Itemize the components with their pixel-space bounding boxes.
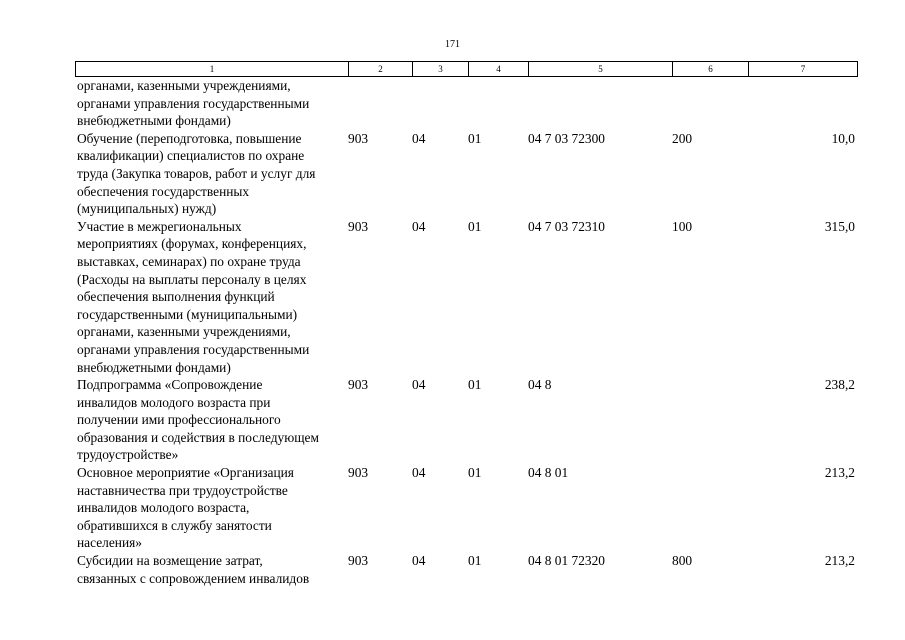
table-row bbox=[75, 464, 857, 552]
ministry-code bbox=[348, 77, 412, 130]
section-code: 04 bbox=[412, 218, 426, 234]
ministry-code: 903 bbox=[348, 553, 369, 569]
page-number: 171 bbox=[445, 39, 460, 50]
row-name bbox=[75, 130, 348, 218]
row-name-line: Участие в межрегиональных bbox=[77, 218, 242, 234]
row-name-line: трудоустройстве» bbox=[77, 447, 179, 463]
target-article-code: 04 7 03 72310 bbox=[528, 218, 605, 234]
row-name-line: органами, казенными учреждениями, bbox=[77, 78, 291, 93]
header-col-6: 6 bbox=[673, 62, 749, 77]
section-code: 04 bbox=[412, 465, 426, 481]
row-name-line: Основное мероприятие «Организация bbox=[77, 465, 294, 481]
table-row bbox=[75, 376, 857, 464]
header-col-7: 7 bbox=[749, 62, 858, 77]
row-name-line: населения» bbox=[77, 535, 142, 551]
row-name-line: инвалидов молодого возраста при bbox=[77, 394, 271, 410]
subsection-code: 01 bbox=[468, 377, 482, 393]
row-name-line: (муниципальных) нужд) bbox=[77, 201, 217, 217]
row-name bbox=[75, 218, 348, 376]
row-name-line: внебюджетными фондами) bbox=[77, 113, 231, 129]
row-name-line: Обучение (переподготовка, повышение bbox=[77, 130, 302, 146]
row-name-line: обеспечения выполнения функций bbox=[77, 289, 275, 305]
section-code: 04 bbox=[412, 377, 426, 393]
target-article-code: 04 8 bbox=[528, 377, 552, 393]
row-name-line: выставках, семинарах) по охране труда bbox=[77, 253, 301, 269]
subsection-code bbox=[468, 77, 528, 130]
ministry-code: 903 bbox=[348, 218, 369, 234]
row-name-line: труда (Закупка товаров, работ и услуг для bbox=[77, 165, 316, 181]
header-col-3: 3 bbox=[413, 62, 469, 77]
column-number-header bbox=[75, 61, 858, 77]
expense-type-code: 800 bbox=[672, 553, 693, 569]
row-name-line: органами, казенными учреждениями, bbox=[77, 324, 291, 340]
section-code: 04 bbox=[412, 553, 426, 569]
header-col-2: 2 bbox=[349, 62, 413, 77]
row-name-line: получении ими профессионального bbox=[77, 412, 281, 428]
row-name-line: мероприятиях (форумах, конференциях, bbox=[77, 236, 307, 252]
expense-type-code bbox=[672, 376, 748, 464]
row-name-line: обеспечения государственных bbox=[77, 183, 250, 199]
row-name-line: инвалидов молодого возраста, bbox=[77, 500, 250, 516]
row-name-line: органами управления государственными bbox=[77, 95, 310, 111]
subsection-code: 01 bbox=[468, 465, 482, 481]
row-name-line: (Расходы на выплаты персоналу в целях bbox=[77, 271, 307, 287]
row-name-line: квалификации) специалистов по охране bbox=[77, 148, 305, 164]
amount-value: 213,2 bbox=[824, 553, 855, 569]
header-col-1: 1 bbox=[76, 62, 349, 77]
subsection-code: 01 bbox=[468, 130, 482, 146]
expense-type-code: 200 bbox=[672, 130, 693, 146]
expense-type-code: 100 bbox=[672, 218, 693, 234]
row-name-line: наставничества при трудоустройстве bbox=[77, 482, 288, 498]
row-name-line: связанных с сопровождением инвалидов bbox=[77, 570, 310, 586]
section-code bbox=[412, 77, 468, 130]
row-name-line: внебюджетными фондами) bbox=[77, 359, 231, 375]
table-row bbox=[75, 77, 857, 130]
target-article-code: 04 8 01 bbox=[528, 465, 569, 481]
amount-value bbox=[748, 77, 857, 130]
row-name-line: органами управления государственными bbox=[77, 341, 310, 357]
row-name-line: Подпрограмма «Сопровождение bbox=[77, 377, 263, 393]
amount-value: 315,0 bbox=[824, 218, 855, 234]
section-code: 04 bbox=[412, 130, 426, 146]
target-article-code bbox=[528, 77, 672, 130]
header-col-5: 5 bbox=[529, 62, 673, 77]
amount-value: 10,0 bbox=[831, 130, 855, 146]
expense-type-code bbox=[672, 464, 748, 552]
target-article-code: 04 7 03 72300 bbox=[528, 130, 605, 146]
row-name-line: государственными (муниципальными) bbox=[77, 306, 298, 322]
table-row bbox=[75, 130, 857, 218]
ministry-code: 903 bbox=[348, 377, 369, 393]
row-name-line: обратившихся в службу занятости bbox=[77, 517, 272, 533]
table-row bbox=[75, 552, 857, 587]
ministry-code: 903 bbox=[348, 465, 369, 481]
subsection-code: 01 bbox=[468, 553, 482, 569]
ministry-code: 903 bbox=[348, 130, 369, 146]
table-row bbox=[75, 218, 857, 376]
target-article-code: 04 8 01 72320 bbox=[528, 553, 605, 569]
amount-value: 213,2 bbox=[824, 465, 855, 481]
subsection-code: 01 bbox=[468, 218, 482, 234]
header-col-4: 4 bbox=[469, 62, 529, 77]
expense-type-code bbox=[672, 77, 748, 130]
row-name bbox=[75, 376, 348, 464]
row-name bbox=[75, 464, 348, 552]
budget-table-body bbox=[75, 77, 857, 587]
row-name-line: образования и содействия в последующем bbox=[77, 429, 319, 445]
amount-value: 238,2 bbox=[824, 377, 855, 393]
row-name bbox=[75, 77, 348, 130]
row-name-line: Субсидии на возмещение затрат, bbox=[77, 553, 263, 569]
row-name bbox=[75, 552, 348, 587]
